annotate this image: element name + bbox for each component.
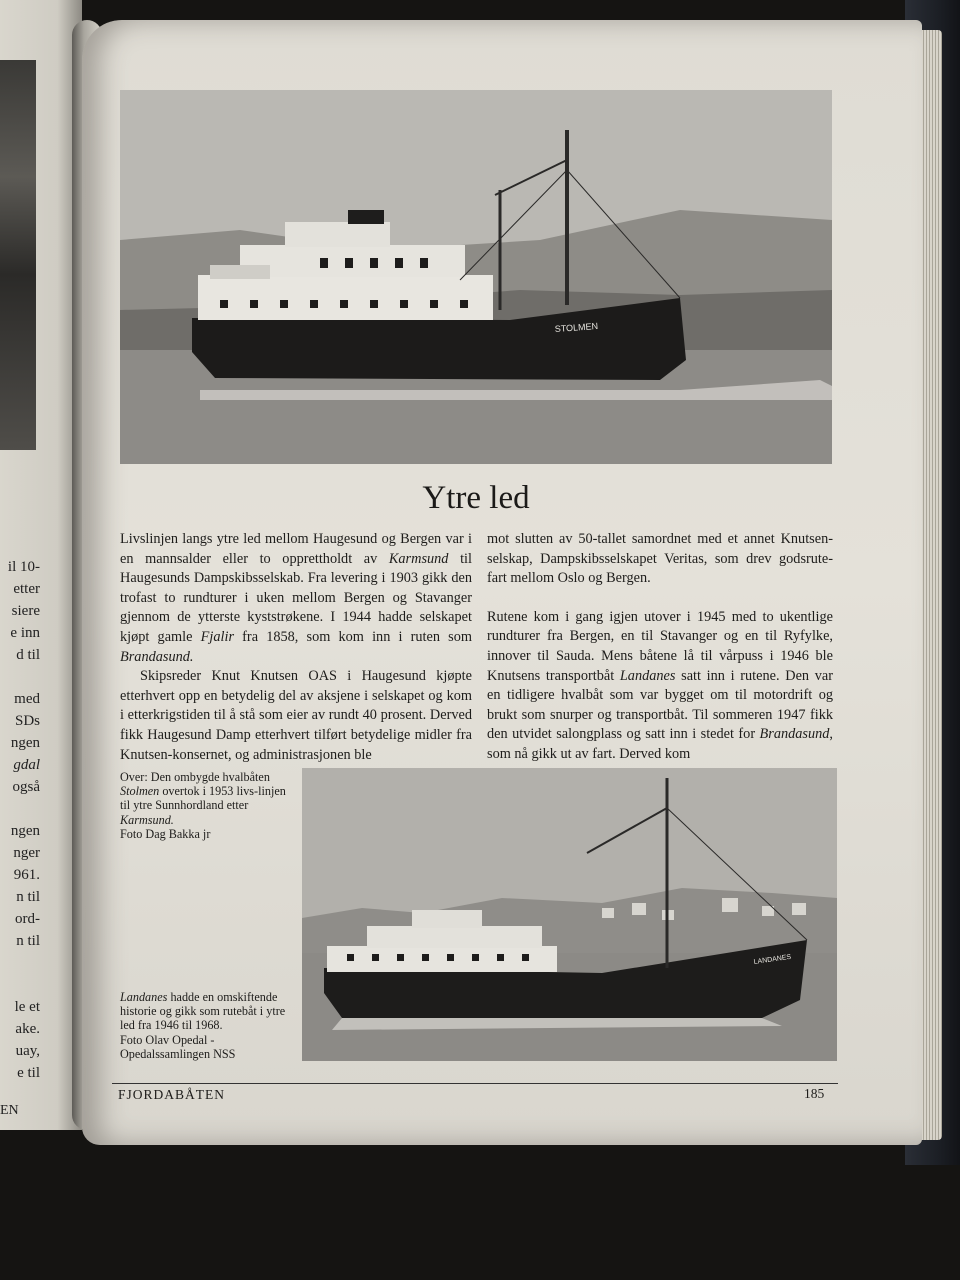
article-title: Ytre led (422, 480, 530, 516)
ship-name-brandasund: Brandasund. (120, 648, 194, 665)
landanes-hull-name: LANDANES (753, 953, 792, 966)
landanes-photo (302, 768, 837, 1061)
text-run: Rutene kom i gang igjen utover i 1945 med to ukentlige rundturer fra Bergen, en til Stavanger og en til Ryfylke, innover til Sauda. Mens båtene lå til vårpuss i 1946 ble Knutsens transportbåt (487, 608, 833, 684)
text-run: overtok i 1953 livs-linjen til ytre Sunnhordland etter (120, 784, 286, 813)
left-fragment: gdal (13, 757, 40, 773)
footer-rule (112, 1083, 838, 1084)
article-column-1 (120, 530, 472, 765)
paragraph-4 (487, 608, 833, 765)
ship-name-karmsund: Karmsund. (120, 812, 174, 827)
left-fragment (0, 974, 40, 996)
stolmen-ship-illustration (120, 90, 832, 464)
ship-name-landanes: Landanes (120, 990, 168, 1004)
text-run: til Haugesunds Dampskibsselskab. Fra levering i 1903 gikk den trofast to rundturer i uken mellom Bergen og Stavanger gjennom de ytterste kyststrøkene. I 1944 hadde selskapet kjøpt gamle (120, 550, 472, 645)
left-fragment: n til (16, 889, 40, 905)
left-page-photo (0, 60, 36, 450)
left-fragment (0, 798, 40, 820)
left-fragment: n til (16, 933, 40, 949)
text-run: hadde en omskiftende historie og gikk som rutebåt i ytre led fra 1946 til 1968. (120, 990, 286, 1033)
left-fragment: nger (13, 845, 40, 861)
left-fragment (0, 952, 40, 974)
text-run: Livslinjen langs ytre led mellom Haugesund og Bergen var i en mannsalder eller to opprettholdt av (120, 531, 472, 567)
left-fragment: e til (17, 1065, 40, 1081)
left-fragment: uay, (15, 1043, 40, 1059)
paragraph-3: mot slutten av 50-tallet samordnet med et annet Knutsen-selskap, Dampskibsselskapet Veritas, som drev godsrute-fart mellom Oslo og Bergen. (487, 531, 833, 587)
photo-credit: Foto Dag Bakka jr (120, 826, 211, 841)
stolmen-hull-name: STOLMEN (554, 320, 599, 334)
left-fragment: ngen (10, 823, 40, 839)
left-fragment: også (12, 779, 40, 795)
text-run: satt inn i rutene. Den var en tidligere hvalbåt som var bygget om til motordrift og brukt som snurper og transportbåt. Til sommeren 1947 fikk den utvidet salongplass og satt inn i stedet for (487, 667, 833, 743)
ship-name-karmsund: Karmsund (388, 550, 449, 567)
caption-stolmen (120, 770, 290, 841)
left-fragment: e inn (10, 625, 40, 641)
left-fragment: med (14, 691, 40, 707)
left-fragment: d til (16, 647, 40, 663)
left-page-footer: EN (0, 1103, 19, 1118)
ship-name-stolmen: Stolmen (120, 784, 160, 799)
left-fragment: SDs (14, 713, 40, 729)
left-fragment: siere (11, 603, 40, 619)
paragraph-1 (120, 530, 472, 667)
paragraph-2: Skipsreder Knut Knutsen OAS i Haugesund kjøpte etterhvert opp en betydelig del av aksjene i selskapet og kom i etterkrigstiden til å stå som eier av rundt 40 prosent. Derved fikk Haugesund Damp etterhvert tilført betydelige midler fra Knutsen-konsernet, og administrasjonen ble (120, 668, 472, 763)
stolmen-photo (120, 90, 832, 464)
left-fragment: il 10- (7, 559, 40, 575)
text-run: Over: Den ombygde hvalbåten (120, 770, 270, 784)
text-run: fra 1858, som kom inn i ruten som (234, 628, 472, 645)
left-fragment: ngen (10, 735, 40, 751)
left-fragment: ord- (15, 911, 40, 927)
left-page-text (0, 556, 40, 1084)
left-fragment (0, 666, 40, 688)
left-fragment: etter (13, 581, 40, 597)
left-fragment: 961. (13, 867, 40, 883)
text-run: , som nå gikk ut av fart. Derved kom (487, 726, 833, 762)
ship-name-fjalir: Fjalir (200, 628, 235, 645)
ship-name-brandasund: Brandasund (759, 726, 830, 743)
left-fragment: le et (14, 999, 40, 1015)
article-column-2 (487, 530, 833, 765)
photo-credit: Foto Olav Opedal - (120, 1032, 215, 1047)
landanes-ship-illustration (302, 768, 837, 1061)
left-page (0, 0, 82, 1130)
left-fragment: ake. (15, 1021, 40, 1037)
page-number: 185 (804, 1086, 825, 1101)
caption-landanes (120, 990, 290, 1061)
ship-name-landanes: Landanes (619, 667, 676, 684)
photo-credit: Opedalssamlingen NSS (120, 1046, 236, 1061)
running-head: FJORDABÅTEN (118, 1087, 226, 1102)
